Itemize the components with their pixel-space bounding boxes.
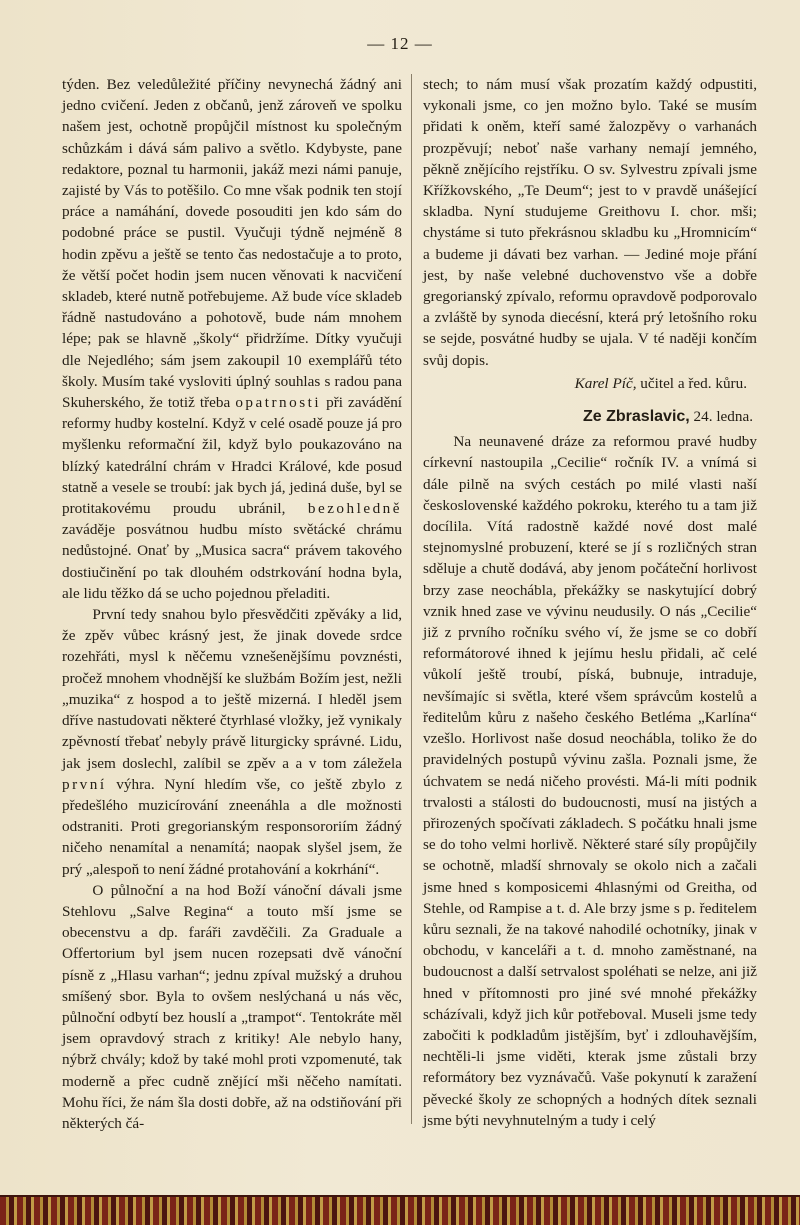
signature: [423, 373, 747, 394]
left-column: [62, 74, 402, 1134]
decorative-border: [0, 1195, 800, 1225]
column-divider: [411, 74, 412, 1124]
signature-name: Karel Píč,: [574, 374, 637, 392]
paragraph-1-text-a: týden. Bez veledůležité příčiny nevynechá žádný ani jedno cvičení. Jeden z občanů, jenž zároveň ve spolku našem jest, ochotně propůjčil místnost ku společným schůzkám i dává sám palivo a světlo. Kdybyste, pane redaktore, poznal tu harmonii, jakáž mezi námi panuje, zajisté by Vás to potěšilo. Co mne však podnik ten stojí práce a namáhání, dovede posouditi jen kdo sám do podobné práce se pustil. Vyučuji týdně nejméně 8 hodin zpěvu a ještě se tento čas nedostačuje a to proto, že větší počet hodin jsem nucen věnovati k nacvičení skladeb, které nutně potřebujeme. Až bude více skladeb řádně nastudováno a pohotově, bude nám mnohem lépe; pak se hlavně „školy“ přidržíme. Dítky vyučuji dle Nejedlého; sám jsem zakoupil 10 exemplářů této školy. Musím také vysloviti úplný souhlas s radou pana Skuherského, že totiž třeba: [62, 76, 402, 412]
signature-role: učitel a řed. kůru.: [640, 374, 747, 392]
paragraph-2: [62, 604, 402, 880]
paragraph-2-text-a: První tedy snahou bylo přesvědčiti zpěváky a lid, že zpěv vůbec krásný jest, že jinak dovede srdce rozehřáti, mysl k něčemu vznešenějšímu povznésti, pročež mnohem vhodnější ke službám Božím jest, nežli „muzika“ z hospod a to ještě mizerná. I hleděl jsem dříve nastudovati některé čtyrhlasé vložky, jež vynikaly zpěvností třebať nebyly právě liturgicky správné. Lidu, jak jsem doslechl, zalíbil se zpěv a a v tom záležela: [62, 606, 402, 772]
article-dateline: [423, 406, 753, 427]
right-column: [423, 74, 757, 1131]
paragraph-1: [62, 74, 402, 604]
paragraph-continuation: stech; to nám musí však prozatím každý odpustiti, vykonali jsme, co jen možno bylo. Také se musím přidati k oněm, kteří samé žalozpěvy o varhanách prozpěvují; neboť naše varhany nemají jemného, pěkně znějícího rejstříku. O sv. Sylvestru zpívali jsme Křížkovského, „Te Deum“; jest to v pravdě unášející skladba. Nyní studujeme Greithovu I. chor. mši; chystáme si tuto překrásnou skladbu ku „Hromnicím“ a budeme ji dávati bez varhan. — Jediné moje přání jest, by naše velebné duchovenstvo vše a dobře gregorianský zpívalo, reformu opravdově podporovalo a zvláště by synoda diecésní, která prý letošního roku se sejde, posvátné hudby se ujala. V té naději končím svůj dopis.: [423, 76, 757, 369]
emphasis-prvni: první: [62, 775, 107, 793]
dateline-date: 24. ledna.: [693, 408, 753, 426]
emphasis-opatrnosti: opatrnosti: [235, 394, 322, 412]
emphasis-bezohledne: bezohledně: [307, 500, 403, 518]
paragraph-2-text-b: výhra. Nyní hledím vše, co ještě zbylo z předešlého muzicírování zneenáhla a dle možnosti odstraniti. Proti gregorianským responsororiím žádný ničeho nenamítal a nenamítá; naopak slyšel jsem, že prý „alespoň to není žádné protahování a kokrhání“.: [62, 775, 403, 878]
paragraph-3: O půlnoční a na hod Boží vánoční dávali jsme Stehlovu „Salve Regina“ a touto mší jsme se obecenstvu a dp. faráři zavděčili. Za Graduale a Offertorium byl jsem nucen rozepsati dvě vánoční písně z „Hlasu varhan“; jednu zpíval mužský a druhou smíšený sbor. Byla to ovšem neslýchaná u nás věc, půlnoční odbytí bez houslí a „trampot“. Tentokráte měl jsem opravdový strach z kritiky! Ale nebylo hany, nýbrž chvály; kdož by také mohl proti vzpomenuté, tak moderně a přec cudně znějící mši něčeho namítati. Mohu říci, že nám šla dosti dobře, až na odstiňování při některých čá-: [62, 881, 402, 1132]
dateline-place: Ze Zbraslavic,: [583, 408, 690, 426]
page-number: — 12 —: [367, 34, 433, 53]
paragraph-1-text-c: zaváděje posvátnou hudbu místo světácké chrámu nedůstojné. Onať by „Musica sacra“ právem takového dostiučinění po tak dlouhém odstrkování hodna byla, ale lidu těžko dá se ucho pojednou přeladiti.: [62, 521, 402, 602]
paragraph-zbraslavice: Na neunavené dráze za reformou pravé hudby církevní nastoupila „Cecilie“ ročník IV. a vnímá si dále pilně na svých cestách po milé vlasti naší československé každého pokroku, kterého tu a tam již docílila. Vítá radostně každé nové dost malé stejnomyslné probuzení, které se jí s rozličných stran sděluje a chutě dodává, aby jenom počáteční horlivost brzy zase neochábla, překážky se naskytující dobrý vznik hned zase ve vývinu neudusily. O nás „Cecilie“ již z prvního ročníku svého ví, že jsme se co dobří reformátorové ihned k jejímu heslu přidali, ač celé vůkolí ještě troubí, píská, bubnuje, intraduje, nevšímajíc si světla, které všem správcům kostelů a ředitelům kůru z našeho českého Betléma „Karlína“ vzešlo. Horlivost naše dosud neochábla, toliko že do pravidelných postupů vývinu zašla. Poznali jsme, že úchvatem se nedá ničeho provésti. Má-li míti podnik trvalosti a stálosti do budoucnosti, musí na jistých a přirozených spočívati základech. S počátku hnali jsme se do toho velmi horlivě. Některé staré síly propůjčily se ochotně, mladší shrnovaly se okolo nich a začali jsme hned s komposicemi 4hlasnými od Greitha, od Stehle, od Rampise a t. d. Ale brzy jsme s p. ředitelem kůru seznali, že na takové nahodilé ochotníky, jinak v obchodu, v kanceláři a t. d. mnoho zaměstnané, na budoucnost a další setrvalost spoléhati se nelze, ani již hned v přítomnosti pro jiné své mnohé překážky scházívali, když jich kůr potřeboval. Museli jsme tedy zabočiti k podkladům jistějším, byť i zdlouhavějším, nechtěli-li jsme viděti, kterak jsme zůstali brzy reformátory bez vyznávačů. Vaše pokynutí k zaražení pěvecké školy ze schopných a hodných dítek seznali jsme býti nevyhnutelným a tudy i celý: [423, 433, 757, 1129]
paragraph-1-text-b: při zavádění reformy hudby kostelní. Když v celé osadě pouze já pro myšlenku reformační žil, když bylo poukazováno na blízký katedrální chrám v Hradci Králové, kde posud statně a vesele se troubí: jak bych já, jediná duše, byl se protitakovému proudu ubránil,: [62, 394, 403, 518]
